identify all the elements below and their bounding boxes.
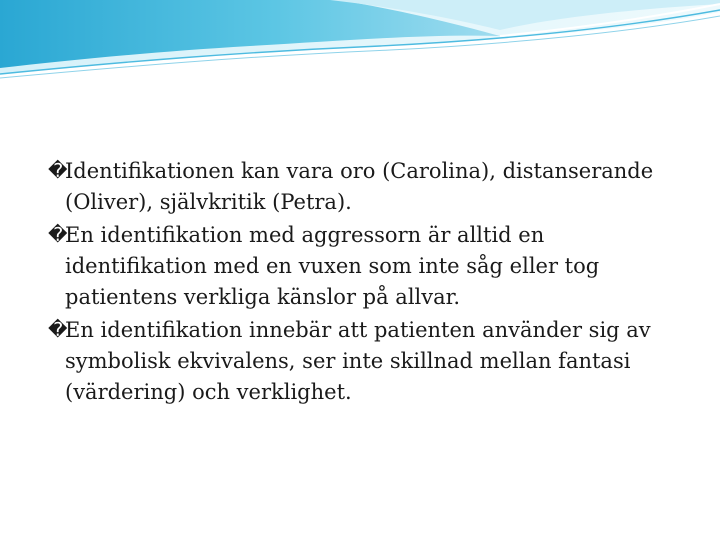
replacement-glyph-icon: � xyxy=(48,319,68,341)
replacement-glyph-icon: � xyxy=(48,160,68,182)
bullet-list xyxy=(48,156,688,410)
bullet-text: Identifikationen kan vara oro (Carolina), distanserande (Oliver), självkritik (Petra). xyxy=(65,159,654,214)
replacement-glyph-icon: � xyxy=(48,224,68,246)
bullet-text: En identifikation med aggressorn är alltid en identifikation med en vuxen som inte såg eller tog patientens verkliga känslor på allvar. xyxy=(65,223,600,309)
bullet-item-3 xyxy=(48,315,688,408)
bullet-item-2 xyxy=(48,220,688,313)
bullet-item-1 xyxy=(48,156,688,218)
bullet-text: En identifikation innebär att patienten använder sig av symbolisk ekvivalens, ser inte skillnad mellan fantasi (värdering) och verklighet. xyxy=(65,318,651,404)
wave-header-decoration xyxy=(0,0,720,90)
